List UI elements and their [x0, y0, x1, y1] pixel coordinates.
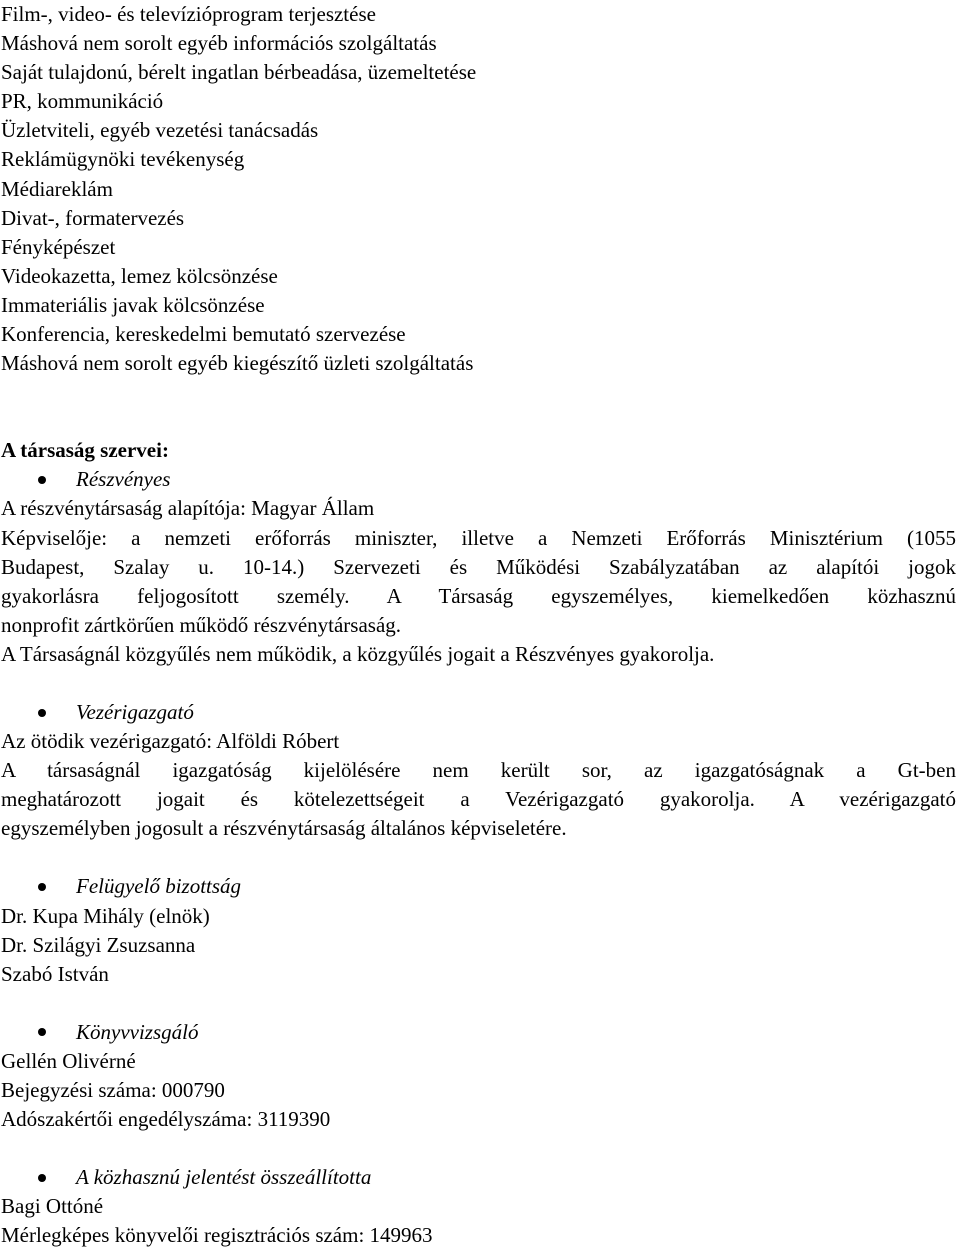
- activity-item: Videokazetta, lemez kölcsönzése: [1, 263, 278, 288]
- activity-list: [1, 0, 959, 378]
- activity-item: Saját tulajdonú, bérelt ingatlan bérbeadása, üzemeltetése: [1, 60, 477, 85]
- founder-line: A részvénytársaság alapítója: Magyar Állam: [1, 496, 375, 521]
- auditor-tax-license: Adószakértői engedélyszáma: 3119390: [1, 1107, 331, 1132]
- report-preparer-registration: Mérlegképes könyvelői regisztrációs szám: 149963: [1, 1223, 433, 1248]
- ceo-paragraph-line: A társaságnál igazgatóság kijelölésére nem került sor, az igazgatóságnak a Gt-ben: [1, 758, 956, 783]
- spacer: [1, 989, 959, 1018]
- ceo-paragraph-line: meghatározott jogait és kötelezettségeit a Vezérigazgató gyakorolja. A vezérigazgató: [1, 787, 956, 812]
- auditor-name: Gellén Olivérné: [1, 1048, 136, 1073]
- report-preparer-section: [1, 1163, 959, 1250]
- board-member: Szabó István: [1, 961, 109, 986]
- board-member: Dr. Szilágyi Zsuzsanna: [1, 932, 196, 957]
- ceo-section: [1, 698, 959, 843]
- report-preparer-name: Bagi Ottóné: [1, 1194, 104, 1219]
- auditor-section: [1, 1018, 959, 1134]
- bullet-icon: [38, 476, 46, 484]
- board-member: Dr. Kupa Mihály (elnök): [1, 903, 210, 928]
- meeting-line: A Társaságnál közgyűlés nem működik, a közgyűlés jogait a Részvényes gyakorolja.: [1, 641, 715, 666]
- ceo-paragraph-line: egyszemélyben jogosult a részvénytársaság általános képviseletére.: [1, 816, 567, 841]
- auditor-label: Könyvvizsgáló: [76, 1019, 199, 1044]
- bullet-icon: [38, 1028, 46, 1036]
- activity-item: Üzletviteli, egyéb vezetési tanácsadás: [1, 118, 319, 143]
- activity-item: Fényképészet: [1, 234, 116, 259]
- shareholder-paragraph-line: nonprofit zártkörűen működő részvénytársaság.: [1, 612, 402, 637]
- spacer: [1, 669, 959, 698]
- activity-item: PR, kommunikáció: [1, 89, 164, 114]
- shareholder-paragraph-line: Budapest, Szalay u. 10-14.) Szervezeti és Működési Szabályzatában az alapítói jogok: [1, 554, 956, 579]
- bullet-icon: [38, 883, 46, 891]
- shareholder-bullet-row: [1, 465, 959, 494]
- organs-heading: A társaság szervei:: [1, 438, 169, 463]
- activity-item: Reklámügynöki tevékenység: [1, 147, 245, 172]
- bullet-icon: [38, 709, 46, 717]
- activity-item: Máshová nem sorolt egyéb kiegészítő üzleti szolgáltatás: [1, 351, 474, 376]
- shareholder-section: [1, 465, 959, 669]
- ceo-label: Vezérigazgató: [76, 700, 194, 725]
- auditor-registration: Bejegyzési száma: 000790: [1, 1078, 225, 1102]
- shareholder-label: Részvényes: [76, 467, 171, 492]
- supervisory-board-label: Felügyelő bizottság: [76, 874, 242, 899]
- activity-item: Immateriális javak kölcsönzése: [1, 292, 265, 317]
- shareholder-paragraph-line: Képviselője: a nemzeti erőforrás miniszter, illetve a Nemzeti Erőforrás Minisztérium (1055: [1, 525, 956, 550]
- auditor-bullet-row: [1, 1018, 959, 1047]
- activity-item: Film-, video- és televízióprogram terjesztése: [1, 2, 376, 26]
- activity-item: Médiareklám: [1, 176, 113, 201]
- supervisory-bullet-row: [1, 872, 959, 901]
- spacer: [1, 843, 959, 872]
- ceo-name-line: Az ötödik vezérigazgató: Alföldi Róbert: [1, 729, 340, 754]
- activity-item: Máshová nem sorolt egyéb információs szolgáltatás: [1, 31, 437, 56]
- supervisory-board-section: [1, 872, 959, 988]
- spacer: [1, 1134, 959, 1163]
- ceo-bullet-row: [1, 698, 959, 727]
- shareholder-paragraph-line: gyakorlásra feljogosított személy. A Társaság egyszemélyes, kiemelkedően közhasznú: [1, 583, 956, 608]
- report-preparer-label: A közhasznú jelentést összeállította: [76, 1165, 372, 1190]
- spacer: [1, 378, 959, 436]
- activity-item: Konferencia, kereskedelmi bemutató szervezése: [1, 322, 406, 347]
- activity-item: Divat-, formatervezés: [1, 205, 185, 230]
- bullet-icon: [38, 1174, 46, 1182]
- report-preparer-bullet-row: [1, 1163, 959, 1192]
